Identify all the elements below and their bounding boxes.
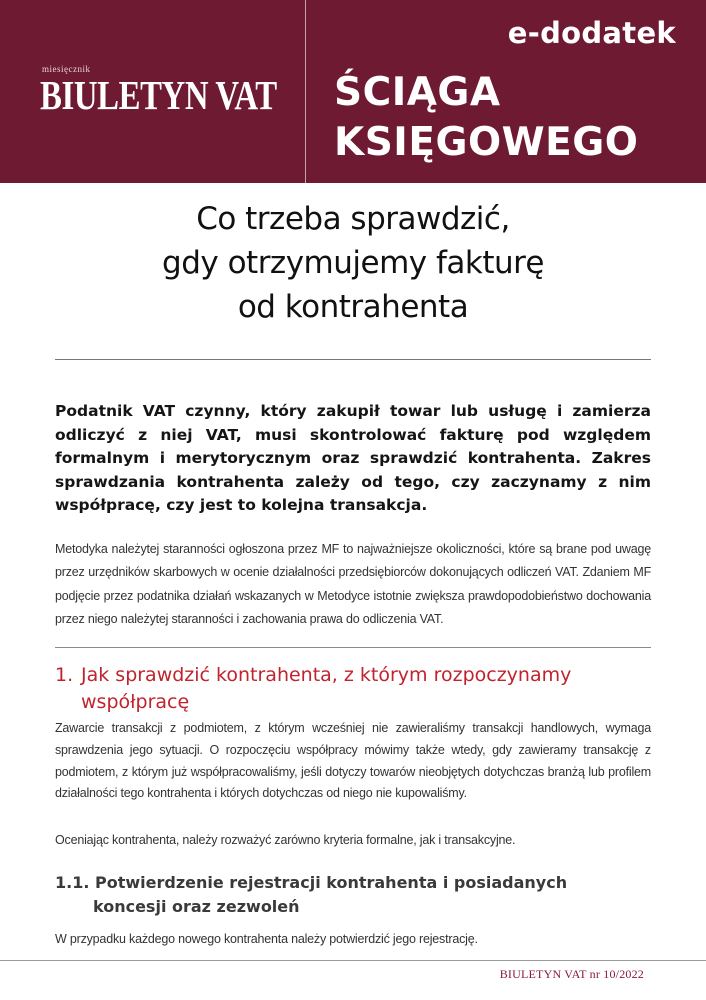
section-divider [55, 647, 651, 648]
section-1-1-paragraph: W przypadku każdego nowego kontrahenta należy potwierdzić jego rejestrację. [55, 932, 478, 946]
footer-divider [0, 960, 706, 961]
section-1-1-title-line2: koncesji oraz zezwoleń [93, 897, 300, 916]
section-1-title-line2: współpracę [81, 691, 190, 713]
series-title-line2: KSIĘGOWEGO [334, 120, 639, 165]
section-1-1-number: 1.1. [55, 873, 90, 892]
section-1-paragraph-2: Oceniając kontrahenta, należy rozważyć zarówno kryteria formalne, jak i transakcyjne. [55, 833, 516, 847]
footer-issue: BIULETYN VAT nr 10/2022 [499, 967, 644, 981]
page-title-line2: gdy otrzymujemy fakturę [162, 245, 544, 281]
intro-paragraph: Metodyka należytej staranności ogłoszona przez MF to najważniejsze okoliczności, które są brane pod uwagę przez urzędników skarbowych w ocenie działalności przedsiębiorców dokonujących odliczeń VAT. Zdaniem MF podjęcie przez podatnika działań wskazanych w Metodyce istotnie zwiększa prawdopodobieństwo dochowania przez niego należytej staranności i zachowania prawa do odliczenia VAT. [55, 542, 651, 627]
header-banner [0, 0, 706, 183]
section-1-1-title-line1: Potwierdzenie rejestracji kontrahenta i posiadanych [95, 873, 568, 892]
section-1-1-heading [55, 871, 651, 919]
page-title [60, 197, 646, 329]
section-1-heading [55, 662, 651, 716]
title-divider [55, 359, 651, 360]
page-title-line1: Co trzeba sprawdzić, [196, 201, 510, 237]
e-dodatek-badge: e-dodatek [507, 16, 676, 50]
series-title [334, 68, 638, 168]
page-title-line3: od kontrahenta [237, 289, 469, 325]
section-1-number: 1. [55, 664, 74, 686]
section-1-title-line1: Jak sprawdzić kontrahenta, z którym rozpoczynamy [81, 664, 572, 686]
header-divider [305, 0, 306, 183]
section-1-paragraph-1: Zawarcie transakcji z podmiotem, z którym wcześniej nie zawieraliśmy transakcji handlowych, wymaga sprawdzenia jego sytuacji. O rozpoczęciu współpracy mówimy także wtedy, gdy zawieramy transakcję z podmiotem, z którym już współpracowaliśmy, jeśli dotyczy towarów nieobjętych dotychczas branżą lub profilem działalności tego kontrahenta i których dotychczas od niego nie kupowaliśmy. [55, 721, 651, 801]
lead-paragraph: Podatnik VAT czynny, który zakupił towar lub usługę i zamierza odliczyć z niej VAT, musi skontrolować fakturę pod względem formalnym i merytorycznym oraz sprawdzić kontrahenta. Zakres sprawdzania kontrahenta zależy od tego, czy zaczynamy z nim współpracę, czy jest to kolejna transakcja. [55, 402, 651, 514]
publication-logo: BIULETYN VAT [40, 72, 277, 118]
series-title-line1: ŚCIĄGA [334, 70, 501, 115]
publication-kicker: miesięcznik [42, 64, 91, 74]
